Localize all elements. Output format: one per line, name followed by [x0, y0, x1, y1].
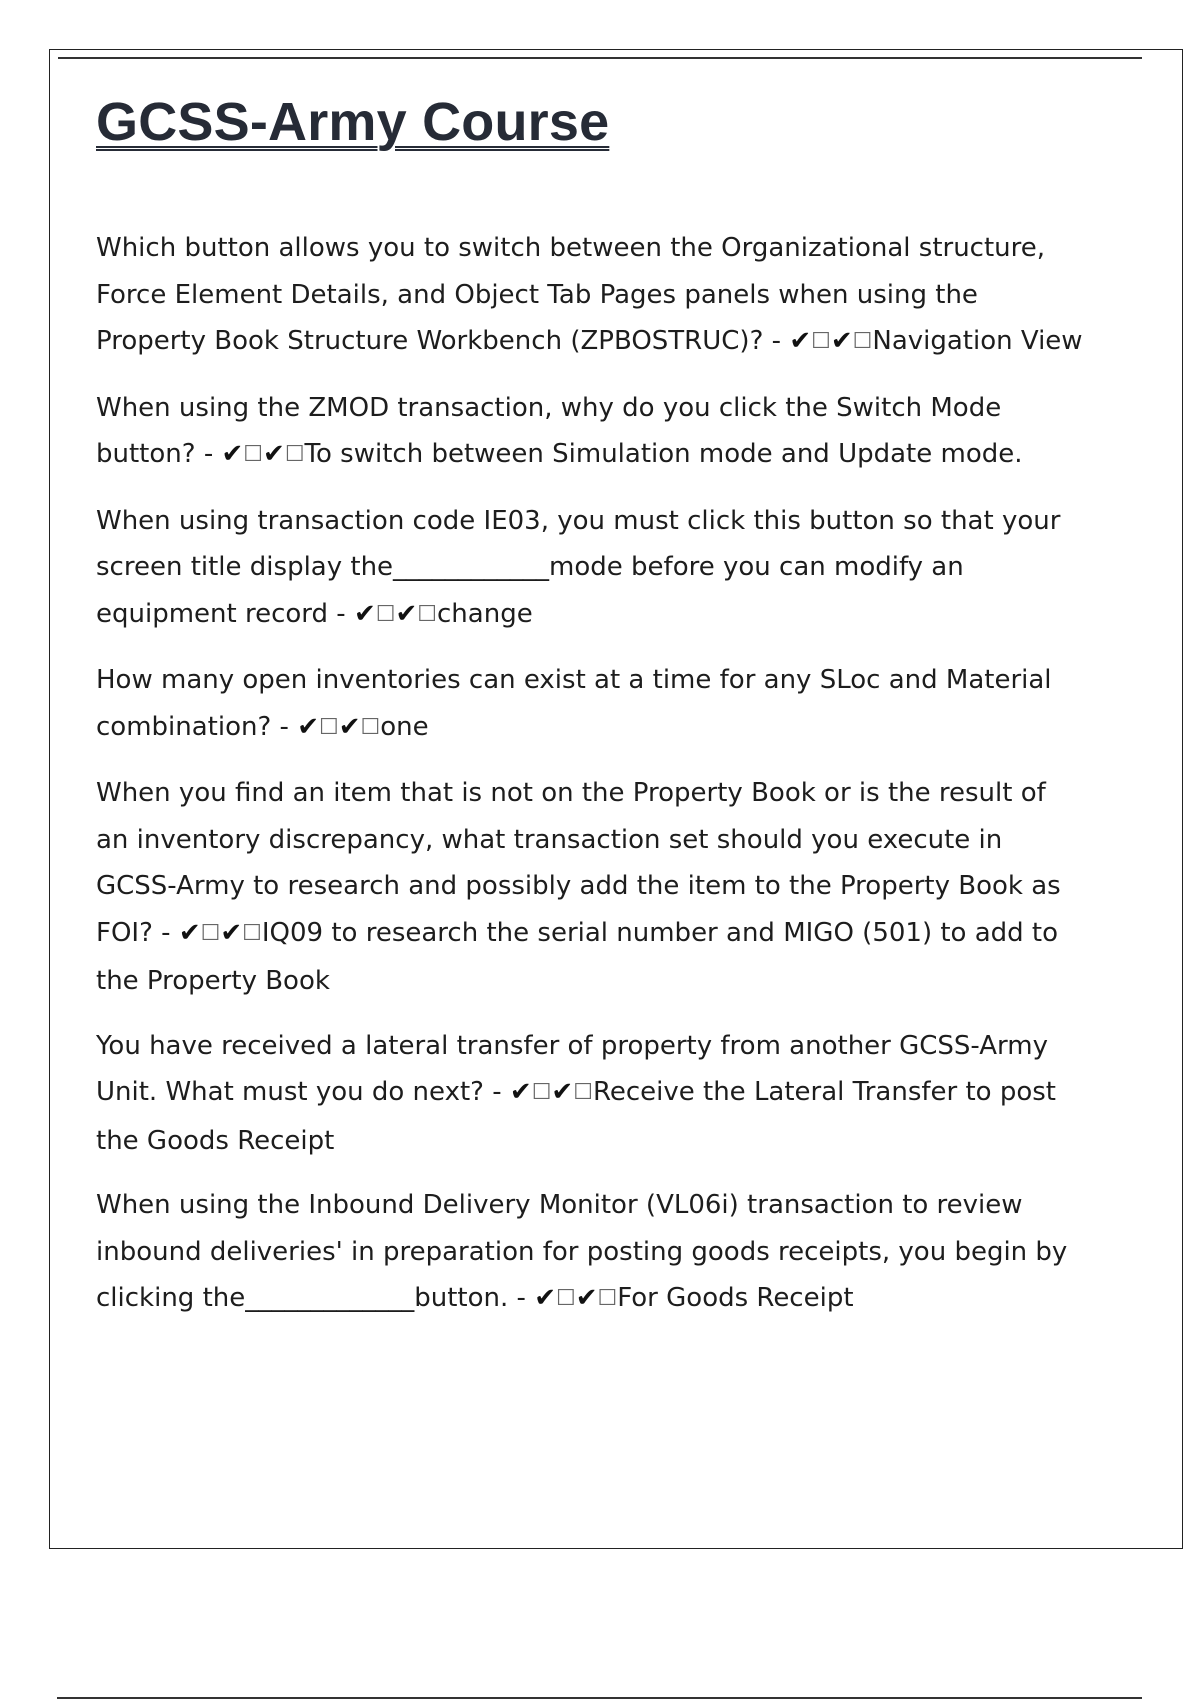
check-mark-icon: ✔ — [575, 1283, 598, 1313]
check-mark-icon: ✔ — [830, 326, 853, 356]
box-glyph-icon: ☐ — [852, 329, 873, 354]
answer-marks — [221, 439, 304, 469]
question-text: How many open inventories can exist at a time for any SLoc and Material combination? — [96, 665, 1052, 742]
box-glyph-icon: ☐ — [811, 329, 831, 354]
qa-item — [96, 1023, 1086, 1165]
question-text: Which button allows you to switch between the Organizational structure, Force Element Details, and Object Tab Pages panels when using the Property Book Structure Workbench (ZPBOSTRUC)? — [96, 233, 1046, 356]
separator: - — [271, 711, 298, 742]
box-glyph-icon: ☐ — [360, 714, 381, 740]
qa-item — [96, 770, 1086, 1005]
qa-item — [96, 1182, 1086, 1324]
qa-item — [96, 498, 1086, 640]
check-mark-icon: ✔ — [534, 1283, 556, 1313]
box-glyph-icon: ☐ — [242, 920, 262, 946]
answer-text: For Goods Receipt — [617, 1283, 854, 1313]
question-text: When you find an item that is not on the Property Book or is the result of an inventory discrepancy, what transaction set should you execute in GCSS-Army to research and possibly add the item to the Property Book as FOI? — [96, 778, 1061, 948]
qa-item — [96, 225, 1086, 367]
check-mark-icon: ✔ — [789, 326, 812, 356]
box-glyph-icon: ☐ — [319, 714, 339, 740]
answer-marks — [510, 1077, 593, 1107]
bottom-rule — [57, 1697, 1142, 1699]
answer-text: IQ09 to research the serial number and MIGO (501) to add to the Property Book — [96, 917, 1059, 996]
question-text: When using transaction code IE03, you must click this button so that your screen title display the____________mode before you can modify an equipment record — [96, 505, 1061, 629]
check-mark-icon: ✔ — [297, 711, 319, 742]
box-glyph-icon: ☐ — [531, 1080, 552, 1105]
check-mark-icon: ✔ — [551, 1077, 574, 1107]
question-text: When using the ZMOD transaction, why do you click the Switch Mode button? — [96, 392, 1002, 469]
answer-marks — [179, 918, 262, 948]
check-mark-icon: ✔ — [178, 917, 201, 948]
box-glyph-icon: ☐ — [573, 1080, 593, 1105]
answer-text: one — [380, 711, 429, 742]
separator: - — [152, 917, 179, 948]
box-glyph-icon: ☐ — [597, 1286, 618, 1311]
answer-text: To switch between Simulation mode and Update mode. — [304, 439, 1023, 469]
answer-text: change — [437, 598, 533, 629]
answer-marks — [354, 599, 437, 629]
answer-marks — [534, 1283, 617, 1313]
check-mark-icon: ✔ — [338, 711, 361, 742]
box-glyph-icon: ☐ — [200, 920, 221, 946]
question-text: When using the Inbound Delivery Monitor (VL06i) transaction to review inbound deliveries' in preparation for posting goods receipts, you begin by clicking the_____________button. — [96, 1190, 1068, 1313]
qa-item — [96, 657, 1086, 752]
check-mark-icon: ✔ — [221, 439, 244, 469]
separator: - — [328, 598, 354, 629]
answer-marks — [789, 326, 872, 356]
check-mark-icon: ✔ — [353, 598, 376, 629]
separator: - — [763, 326, 790, 356]
answer-text: Navigation View — [872, 326, 1083, 356]
check-mark-icon: ✔ — [263, 439, 285, 469]
box-glyph-icon: ☐ — [417, 601, 438, 627]
check-mark-icon: ✔ — [509, 1077, 532, 1107]
answer-text: Receive the Lateral Transfer to post the Goods Receipt — [96, 1077, 1056, 1156]
separator: - — [508, 1283, 535, 1313]
box-glyph-icon: ☐ — [284, 442, 305, 467]
box-glyph-icon: ☐ — [555, 1286, 576, 1311]
check-mark-icon: ✔ — [220, 917, 243, 948]
separator: - — [483, 1077, 510, 1107]
separator: - — [195, 439, 222, 469]
top-rule — [58, 57, 1142, 59]
qa-list — [96, 225, 1086, 1342]
box-glyph-icon: ☐ — [243, 442, 264, 467]
answer-marks — [297, 712, 380, 742]
check-mark-icon: ✔ — [395, 598, 418, 629]
question-text: You have received a lateral transfer of property from another GCSS-Army Unit. What must you do next? — [96, 1030, 1048, 1107]
box-glyph-icon: ☐ — [375, 601, 396, 627]
page-title: GCSS-Army Course — [96, 92, 610, 152]
qa-item — [96, 385, 1086, 480]
